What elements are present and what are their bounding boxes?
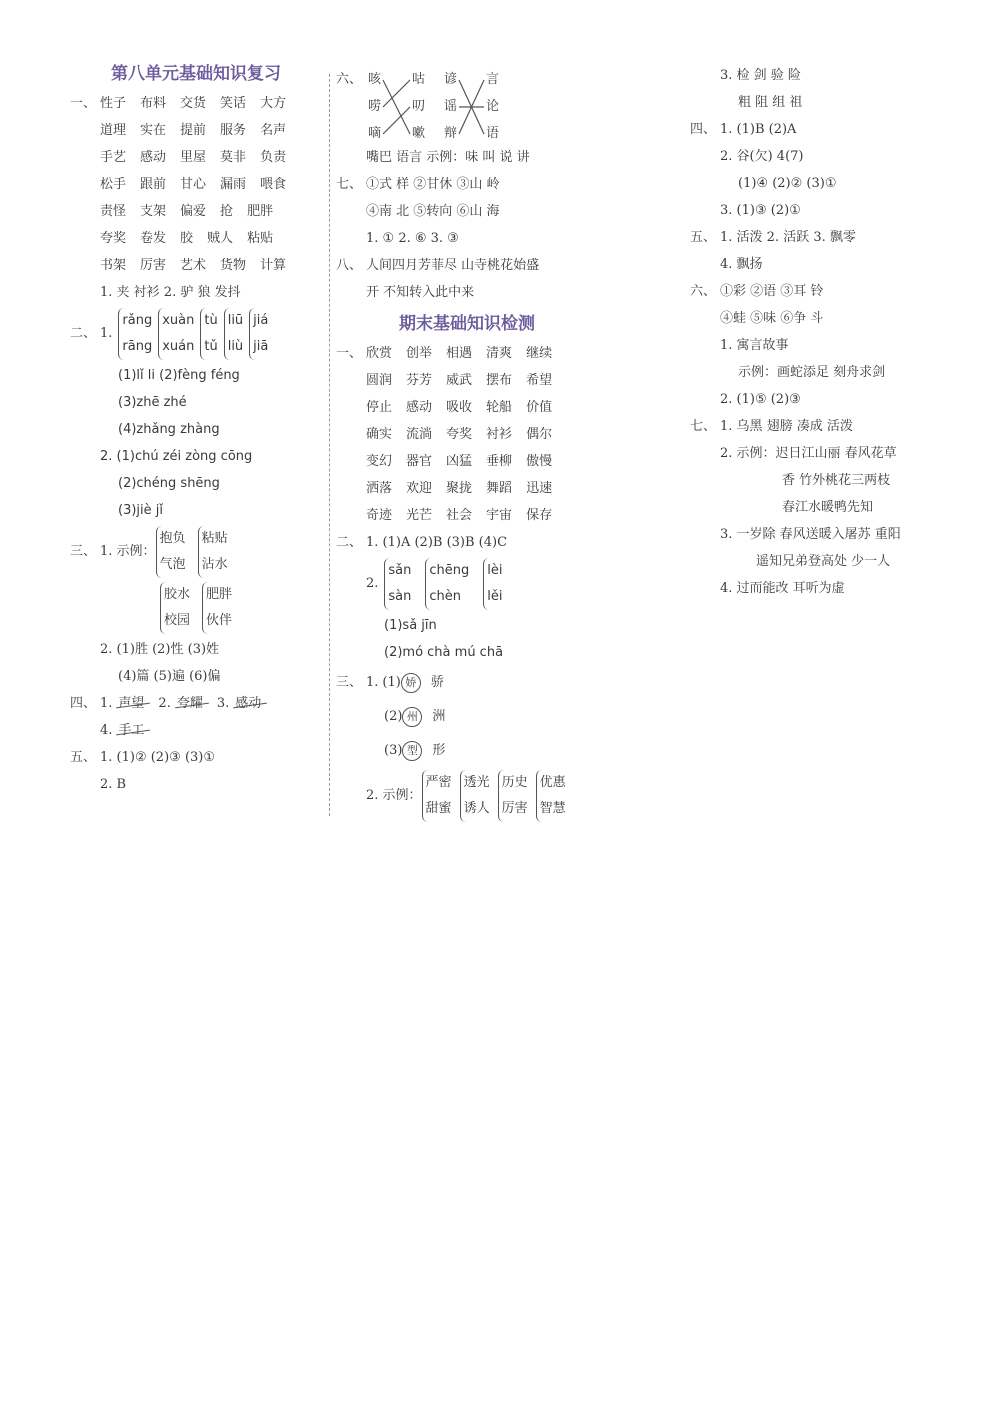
match-line — [383, 80, 410, 107]
word-row: 确实 流淌 夸奖 衬衫 偶尔 — [366, 427, 553, 442]
answer-line: (3)jiè jǐ — [118, 503, 163, 518]
answer-line: 五、 1. (1)② (2)③ (3)① — [70, 750, 216, 765]
answer-line: 4. 飘扬 — [720, 257, 763, 272]
middle-column — [336, 62, 598, 824]
answer-line: 七、 ①式 样 ②甘休 ③山 岭 — [336, 177, 500, 192]
pinyin-pairs-row: 2. sǎn sàn chēng chèn lèi lěi — [336, 556, 598, 612]
answer-line: (3)zhē zhé — [118, 395, 187, 410]
final-section-3 — [336, 666, 598, 824]
word-pair: 肥胖 伙伴 — [202, 582, 232, 634]
answer-line: 2. 示例：迟日江山丽 春风花草 — [720, 446, 897, 461]
circled-char: 娇 — [401, 673, 421, 693]
answer-line: 开 不知转入此中来 — [366, 285, 475, 300]
answer-line: 八、 人间四月芳菲尽 山寺桃花始盛 — [336, 258, 540, 273]
left-column — [70, 62, 322, 798]
answer-line: 3. 一岁除 春风送暖入屠苏 重阳 — [720, 527, 901, 542]
word-groups-row: 三、 1. 示例： 抱负 气泡 粘贴 沾水 — [70, 524, 322, 580]
word-pair: 历史 厉害 — [498, 770, 528, 822]
answer-line: 2. (1)胜 (2)性 (3)姓 — [100, 642, 220, 657]
answer-line: 六、 ①彩 ②语 ③耳 铃 — [690, 284, 824, 299]
word-row: 书架 厉害 艺术 货物 计算 — [100, 258, 287, 273]
answer-line: 四、 1. (1)B (2)A — [690, 122, 797, 137]
word-pair: 粘贴 沾水 — [198, 526, 228, 578]
answer-line: 4. 手工 — [70, 717, 322, 744]
unit8-review-title: 第八单元基础知识复习 — [111, 64, 281, 84]
answer-line: (4)篇 (5)遍 (6)偏 — [118, 669, 221, 684]
matching-exercise: 六、 咳 唠 嘀 咕 叨 嗽 谚 谣 辩 言 论 语 — [336, 62, 598, 144]
answer-line: (1)④ (2)② (3)① — [738, 176, 837, 191]
matching-lines — [336, 62, 516, 144]
match-line — [383, 80, 410, 134]
right-column — [690, 62, 952, 602]
word-pair: 优惠 智慧 — [536, 770, 566, 822]
answer-line: 遥知兄弟登高处 少一人 — [756, 554, 891, 569]
circled-char: 型 — [402, 741, 422, 761]
word-row: 手艺 感动 里屋 莫非 负责 — [100, 150, 287, 165]
section-5 — [70, 744, 322, 798]
word-row: 一、 性子 布料 交货 笑话 大方 — [70, 96, 287, 111]
word-pair: 严密 甜蜜 — [422, 770, 452, 822]
struck-word: 夸耀 — [177, 690, 203, 717]
pinyin-pair: xuàn xuán — [158, 308, 194, 360]
answer-line: 春江水暖鸭先知 — [782, 500, 874, 515]
right-section-6 — [690, 278, 952, 413]
final-test-title: 期末基础知识检测 — [399, 314, 535, 334]
right-section-5 — [690, 224, 952, 278]
answer-line: (1)sǎ jīn — [384, 618, 437, 633]
pinyin-pair: rǎng rāng — [118, 308, 152, 360]
answer-line: 香 竹外桃花三两枝 — [782, 473, 891, 488]
word-groups-row: 2. 示例： 严密 甜蜜 透光 诱人 历史 厉害 优惠 智慧 — [336, 768, 598, 824]
answer-line: 1. 夹 衬衫 2. 驴 狼 发抖 — [100, 285, 241, 300]
final-section-1 — [336, 340, 598, 529]
section-6 — [336, 62, 598, 171]
answer-line: 2. (1)chú zéi zòng cōng — [100, 449, 253, 464]
word-row: 变幻 器官 凶猛 垂柳 傲慢 — [366, 454, 553, 469]
pinyin-pair: tù tǔ — [200, 308, 217, 360]
answer-line: 1. ① 2. ⑥ 3. ③ — [366, 231, 459, 246]
word-row: 松手 跟前 甘心 漏雨 喂食 — [100, 177, 287, 192]
final-section-2 — [336, 529, 598, 666]
section-1 — [70, 90, 322, 306]
answer-line: ④南 北 ⑤转向 ⑥山 海 — [366, 204, 500, 219]
struck-word: 声望 — [118, 690, 144, 717]
answer-line: (2)mó chà mú chā — [384, 645, 504, 660]
answer-line: 三、 1. (1) 娇 骄 — [336, 666, 598, 700]
word-groups-row — [70, 580, 322, 636]
pinyin-pair: liū liù — [224, 308, 243, 360]
pinyin-pair: sǎn sàn — [384, 558, 411, 610]
answer-line: 2. B — [100, 777, 127, 792]
word-row: 一、 欣赏 创举 相遇 清爽 继续 — [336, 346, 553, 361]
answer-line: ④蛙 ⑤味 ⑥争 斗 — [720, 311, 824, 326]
match-line — [383, 107, 410, 134]
answer-line: 粗 阻 组 祖 — [738, 95, 803, 110]
answer-line: (2)chéng shēng — [118, 476, 220, 491]
section-8 — [336, 252, 598, 306]
answer-line: 四、 1. 声望 2. 夸耀 3. 感动 — [70, 690, 322, 717]
pinyin-pair: chēng chèn — [425, 558, 469, 610]
answer-line: 4. 过而能改 耳听为虚 — [720, 581, 845, 596]
right-section-4 — [690, 116, 952, 224]
word-row: 奇迹 光芒 社会 宇宙 保存 — [366, 508, 553, 523]
answer-line: (4)zhǎng zhàng — [118, 422, 220, 437]
struck-word: 感动 — [235, 690, 261, 717]
circled-char: 州 — [402, 707, 422, 727]
answer-line: (2) 州 洲 — [336, 700, 598, 734]
word-pair: 胶水 校园 — [160, 582, 190, 634]
answer-line: 嘴巴 语言 示例：味 叫 说 讲 — [366, 150, 530, 165]
struck-word: 手工 — [118, 717, 144, 744]
answer-line: (1)lǐ li (2)fèng féng — [118, 368, 240, 383]
answer-line: 2. 谷(欠) 4(7) — [720, 149, 804, 164]
right-section-7 — [690, 413, 952, 602]
answer-line: 3. 检 剑 验 险 — [720, 68, 801, 83]
word-row: 圆润 芬芳 威武 摆布 希望 — [366, 373, 553, 388]
answer-line: 五、 1. 活泼 2. 活跃 3. 飘零 — [690, 230, 856, 245]
word-pair: 抱负 气泡 — [156, 526, 186, 578]
pinyin-pairs-row: 二、 1. rǎng rāng xuàn xuán tù tǔ liū liù jiá jiā — [70, 306, 322, 362]
word-row: 停止 感动 吸收 轮船 价值 — [366, 400, 553, 415]
word-pair: 透光 诱人 — [460, 770, 490, 822]
word-row: 道理 实在 提前 服务 名声 — [100, 123, 287, 138]
word-row: 夸奖 卷发 胶 贼人 粘贴 — [100, 231, 274, 246]
word-row: 责怪 支架 偏爱 抢 肥胖 — [100, 204, 274, 219]
section-7 — [336, 171, 598, 252]
section-3 — [70, 524, 322, 690]
section-4 — [70, 690, 322, 744]
section-2 — [70, 306, 322, 524]
pinyin-pair: lèi lěi — [483, 558, 502, 610]
word-row: 洒落 欢迎 聚拢 舞蹈 迅速 — [366, 481, 553, 496]
answer-line: 七、 1. 乌黑 翅膀 凑成 活泼 — [690, 419, 853, 434]
answer-line: 示例：画蛇添足 刻舟求剑 — [738, 365, 886, 380]
column-divider — [329, 74, 330, 816]
answer-line: 二、 1. (1)A (2)B (3)B (4)C — [336, 535, 508, 550]
pinyin-pair: jiá jiā — [249, 308, 268, 360]
answer-line: 2. (1)⑤ (2)③ — [720, 392, 801, 407]
answer-line: (3) 型 形 — [336, 734, 598, 768]
answer-line: 3. (1)③ (2)① — [720, 203, 801, 218]
answer-line: 1. 寓言故事 — [720, 338, 789, 353]
